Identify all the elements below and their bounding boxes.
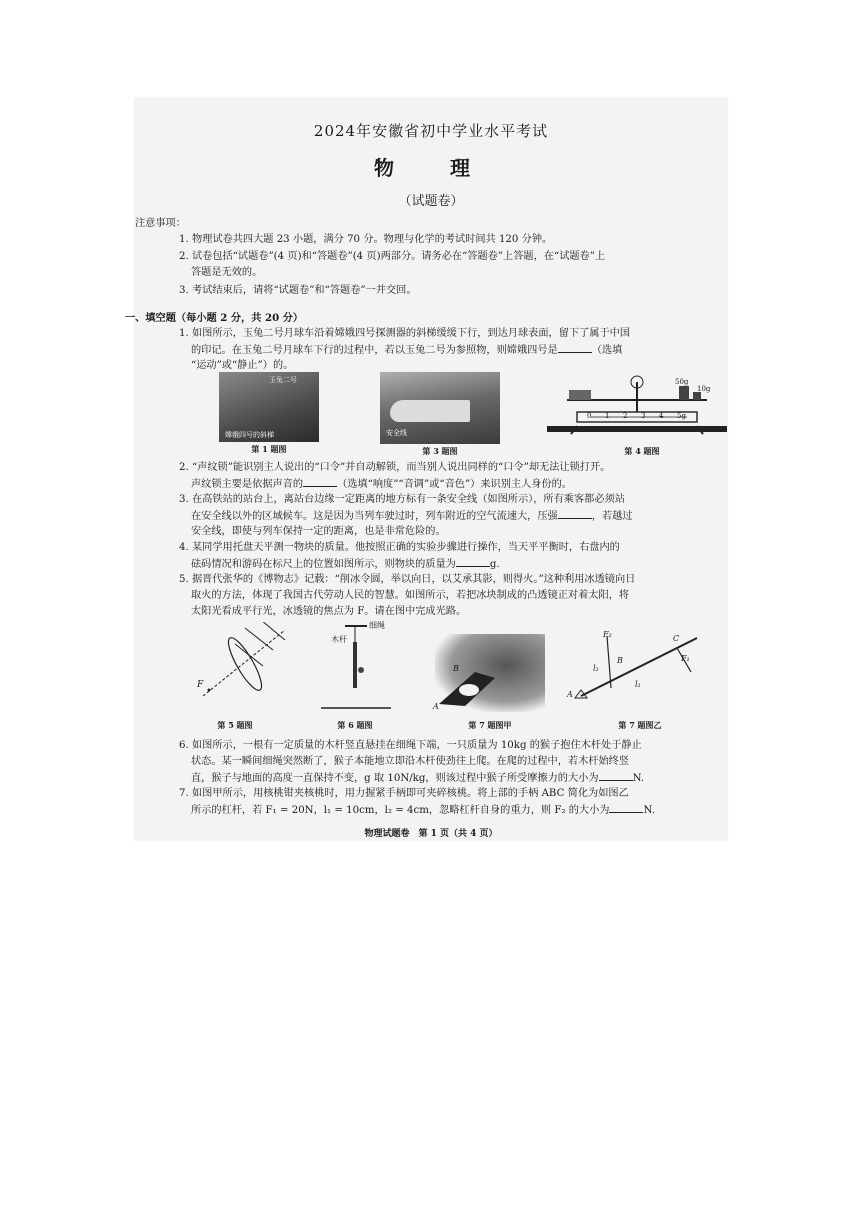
note-1: 1. 物理试卷共四大题 23 小题，满分 70 分。物理与化学的考试时间共 120 分钟。 [179,234,553,245]
figure-4-caption: 第 4 题图 [624,446,660,456]
train-shape [390,400,470,422]
figure-4-tick-1: 1 [605,412,610,420]
figure-3-label: 安全线 [386,429,407,437]
figure-6-caption: 第 6 题图 [337,720,373,730]
figure-4-balance [547,372,727,444]
figure-1-caption: 第 1 题图 [251,444,287,454]
figure-4-tick-2: 2 [623,412,628,420]
figure-7a-B: B [453,664,459,673]
figure-1-label-top: 玉兔二号 [269,376,297,384]
q7-line-2: 所示的杠杆，若 F₁ = 20N，l₁ = 10cm，l₂ = 4cm，忽略杠杆自身的重力，则 F₂ 的大小为 N. [191,802,721,819]
figure-1-label-bottom: 嫦娥四号的斜梯 [225,431,274,439]
figure-7b-F1: F₁ [681,654,690,663]
answer-blank [456,556,490,567]
q2-line-2: 声纹锁主要是依据声音的 （选填“响度”“音调”或“音色”）来识别主人身份的。 [191,476,721,493]
paper-type: （试题卷） [398,194,464,209]
figure-7b-l2: l₂ [593,664,599,673]
figure-4-tick-3: 3 [641,412,646,420]
subject-title: 物 理 [374,156,488,180]
figure-4-tick-5: 5g [677,412,686,420]
figure-6-rod-label: 木杆 [331,635,347,644]
nutcracker-icon [435,664,515,712]
answer-blank [558,342,592,353]
q5-line-3: 太阳光看成平行光，冰透镜的焦点为 F。请在图中完成光路。 [191,606,467,617]
q4-line-1: 4. 某同学用托盘天平测一物块的质量。他按照正确的实验步骤进行操作，当天平平衡时，右盘内的 [179,542,620,553]
figure-4-tick-4: 4 [659,412,664,420]
figure-6-rope-label: 细绳 [369,621,385,630]
figure-7a-A: A [433,702,439,711]
exam-sheet [125,98,727,840]
figure-7b-caption: 第 7 题图乙 [618,720,662,730]
q4-line-2: 砝码情况和游码在标尺上的位置如图所示，则物块的质量为 g. [191,556,721,573]
page-footer: 物理试题卷 第 1 页（共 4 页） [364,829,498,839]
q3-line-3: 安全线，即使与列车保持一定的距离，也是非常危险的。 [191,526,446,537]
q1-line-1: 1. 如图所示，玉兔二号月球车沿着嫦娥四号探测器的斜梯缓缓下行，到达月球表面，留下了属于中国 [179,328,631,339]
figure-4-weight-1: 50g [675,378,689,386]
figure-7b-lever [567,628,707,708]
figure-6-monkey-rod [315,622,395,714]
answer-blank [303,476,337,487]
q7-line-1: 7. 如图甲所示，用核桃钳夹核桃时，用力握紧手柄即可夹碎核桃。将上部的手柄 ABC 简化为如图乙 [179,788,629,799]
figure-5-focus: F [197,680,204,690]
figure-7a-photo [435,634,545,712]
q2-line-1: 2. “声纹锁”能识别主人说出的“口令”并自动解锁，而当别人说出同样的“口令”却无法让锁打开。 [179,462,611,473]
note-3: 3. 考试结束后，请将“试题卷”和“答题卷”一并交回。 [179,285,417,296]
figure-4-tick-0: 0 [587,412,592,420]
figure-4-weight-2: 10g [697,385,711,393]
figure-1-photo [219,372,319,442]
q3-line-2: 在安全线以外的区域候车。这是因为当列车驶过时，列车附近的空气流速大，压强 ，若越过 [191,508,721,525]
q1-line-3: “运动”或“静止”）的。 [191,360,294,371]
figure-5-lens [185,622,295,702]
exam-title: 2024年安徽省初中学业水平考试 [313,122,549,140]
figure-7b-C: C [673,634,680,643]
q3-line-1: 3. 在高铁站的站台上，离站台边缘一定距离的地方标有一条安全线（如图所示），所有乘客都必须站 [179,494,625,505]
q6-line-1: 6. 如图所示，一根有一定质量的木杆竖直悬挂在细绳下端，一只质量为 10kg 的猴子抱住木杆处于静止 [179,740,642,751]
figure-3-caption: 第 3 题图 [422,446,458,456]
answer-blank [599,770,633,781]
figure-7b-A: A [567,690,573,699]
figure-7b-F2: F₂ [603,630,612,639]
notes-heading: 注意事项： [135,218,186,229]
section-heading: 一、填空题（每小题 2 分，共 20 分） [125,312,304,324]
q5-line-2: 取火的方法，体现了我国古代劳动人民的智慧。如图所示，若把冰块制成的凸透镜正对着太阳，将 [191,590,630,601]
q6-line-3: 直，猴子与地面的高度一直保持不变，g 取 10N/kg，则该过程中猴子所受摩擦力的大小为 N. [191,770,721,787]
figure-5-caption: 第 5 题图 [217,720,253,730]
figure-7a-caption: 第 7 题图甲 [468,720,512,730]
figure-7b-l1: l₁ [635,680,641,689]
note-2: 2. 试卷包括“试题卷”(4 页)和“答题卷”(4 页)两部分。请务必在“答题卷”上答题，在“试题卷”上 [179,251,606,262]
answer-blank [609,802,643,813]
figure-7b-B: B [617,656,623,665]
figure-3-photo [380,372,500,444]
q5-line-1: 5. 据晋代张华的《博物志》记载：“削冰令圆，举以向日，以艾承其影，则得火。”这种利用冰透镜向日 [179,574,636,585]
note-2-cont: 答题是无效的。 [191,267,263,278]
answer-blank [558,508,592,519]
q6-line-2: 状态。某一瞬间细绳突然断了，猴子本能地立即沿木杆使劲往上爬。在爬的过程中，若木杆始终竖 [191,756,630,767]
q1-line-2: 的印记。在玉兔二号月球车下行的过程中，若以玉兔二号为参照物，则嫦娥四号是 （选填 [191,342,721,359]
